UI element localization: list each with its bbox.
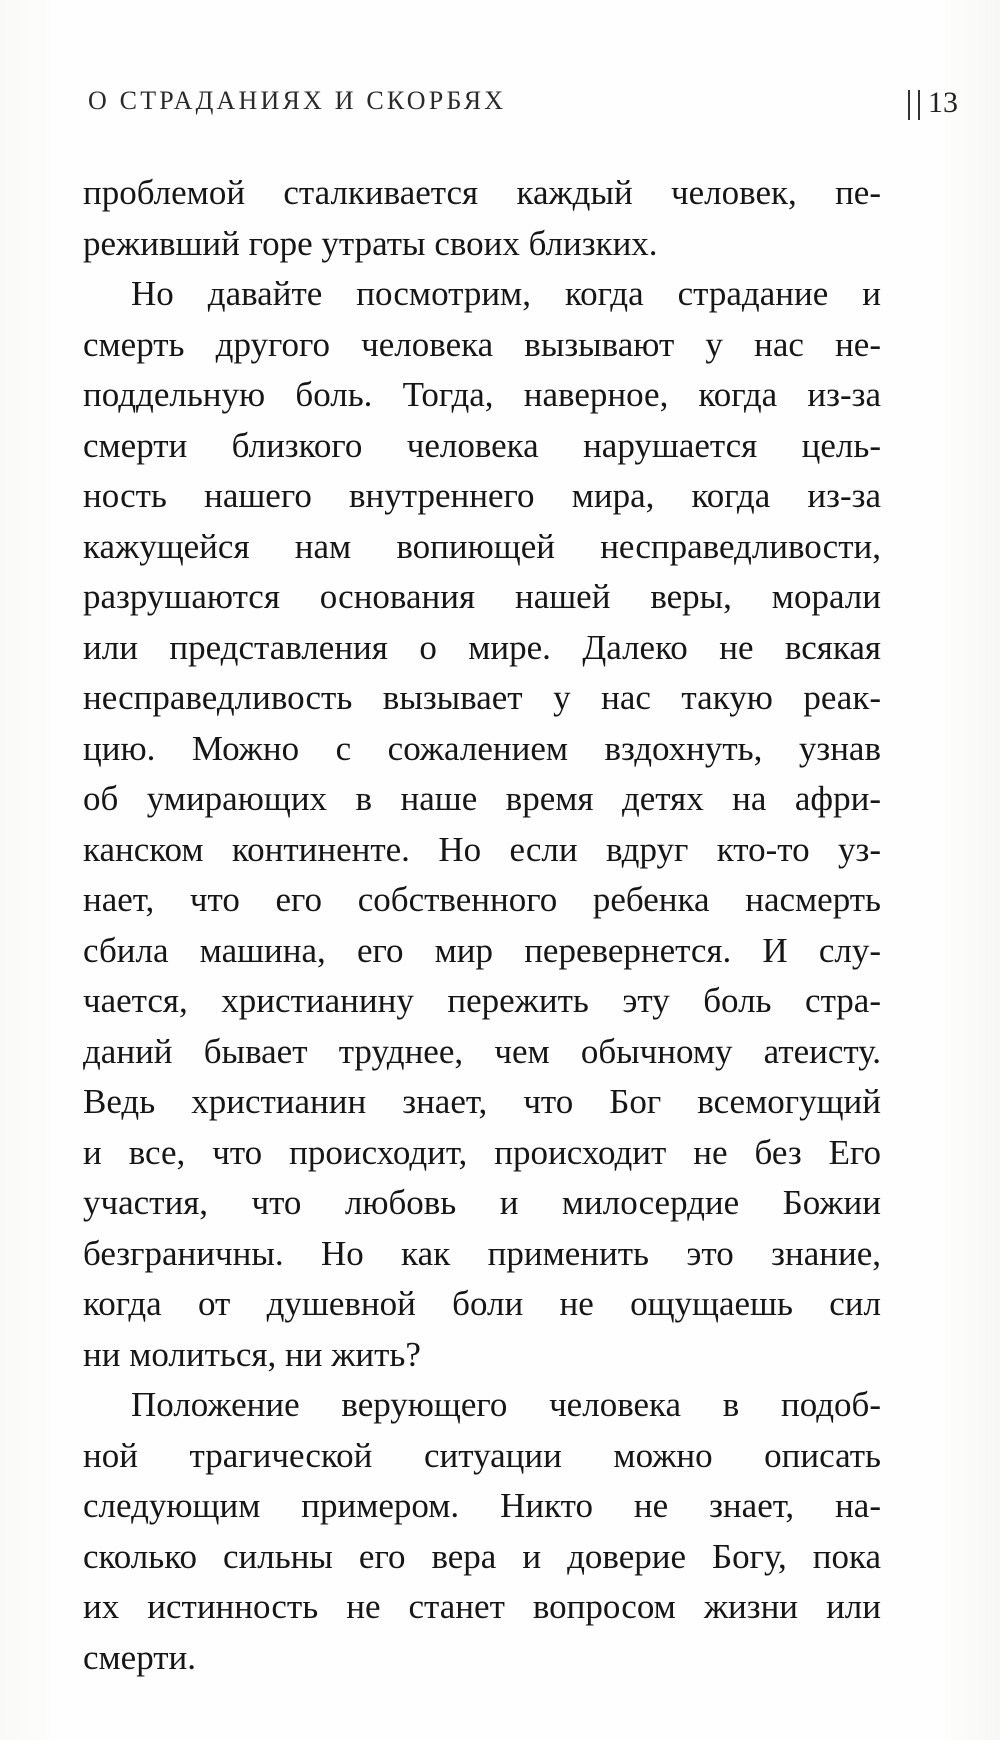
- text-line: Положение верующего человека в подоб-: [131, 1385, 881, 1424]
- text-line: несправедливость вызывает у нас такую реак-: [83, 678, 881, 717]
- text-line: поддельную боль. Тогда, наверное, когда из-за: [83, 375, 881, 414]
- running-head: [88, 84, 968, 128]
- text-line: следующим примером. Никто не знает, на-: [83, 1486, 881, 1525]
- text-line: или представления о мире. Далеко не всякая: [83, 627, 881, 667]
- text-line: ной трагической ситуации можно описать: [83, 1435, 881, 1475]
- text-line: разрушаются основания нашей веры, морали: [83, 577, 881, 616]
- text-line: канском континенте. Но если вдруг кто-то уз-: [83, 829, 881, 869]
- text-line: их истинность не станет вопросом жизни или: [83, 1587, 881, 1626]
- text-line: Но давайте посмотрим, когда страдание и: [131, 274, 881, 313]
- text-line: даний бывает труднее, чем обычному атеисту.: [83, 1031, 881, 1071]
- text-line: участия, что любовь и милосердие Божии: [83, 1183, 881, 1222]
- text-line: чается, христианину пережить эту боль стра-: [83, 981, 881, 1020]
- text-line: об умирающих в наше время детях на афри-: [83, 779, 881, 818]
- page-number-separator: [908, 90, 920, 120]
- text-line: цию. Можно с сожалением вздохнуть, узнав: [83, 728, 881, 768]
- text-line: сколько сильны его вера и доверие Богу, пока: [83, 1536, 881, 1576]
- text-line: и все, что происходит, происходит не без Его: [83, 1132, 881, 1172]
- text-line: смерть другого человека вызывают у нас не-: [83, 324, 881, 364]
- text-line: когда от душевной боли не ощущаешь сил: [83, 1284, 881, 1323]
- text-line: сбила машина, его мир перевернется. И слу-: [83, 930, 881, 970]
- text-line: реживший горе утраты своих близких.: [83, 223, 658, 263]
- page-number: 13: [928, 86, 958, 119]
- text-line: безграничны. Но как применить это знание,: [83, 1233, 881, 1273]
- text-line: ни молиться, ни жить?: [83, 1334, 421, 1374]
- running-title: О СТРАДАНИЯХ И СКОРБЯХ: [88, 86, 507, 115]
- text-line: нает, что его собственного ребенка насмерть: [83, 880, 881, 919]
- text-line: смерти.: [83, 1637, 197, 1677]
- text-line: кажущейся нам вопиющей несправедливости,: [83, 526, 881, 566]
- text-line: смерти близкого человека нарушается цель-: [83, 425, 881, 465]
- text-line: ность нашего внутреннего мира, когда из-за: [83, 476, 881, 515]
- body-text: [83, 168, 881, 1683]
- text-line: Ведь христианин знает, что Бог всемогущий: [83, 1082, 881, 1121]
- text-line: проблемой сталкивается каждый человек, пе-: [83, 173, 881, 212]
